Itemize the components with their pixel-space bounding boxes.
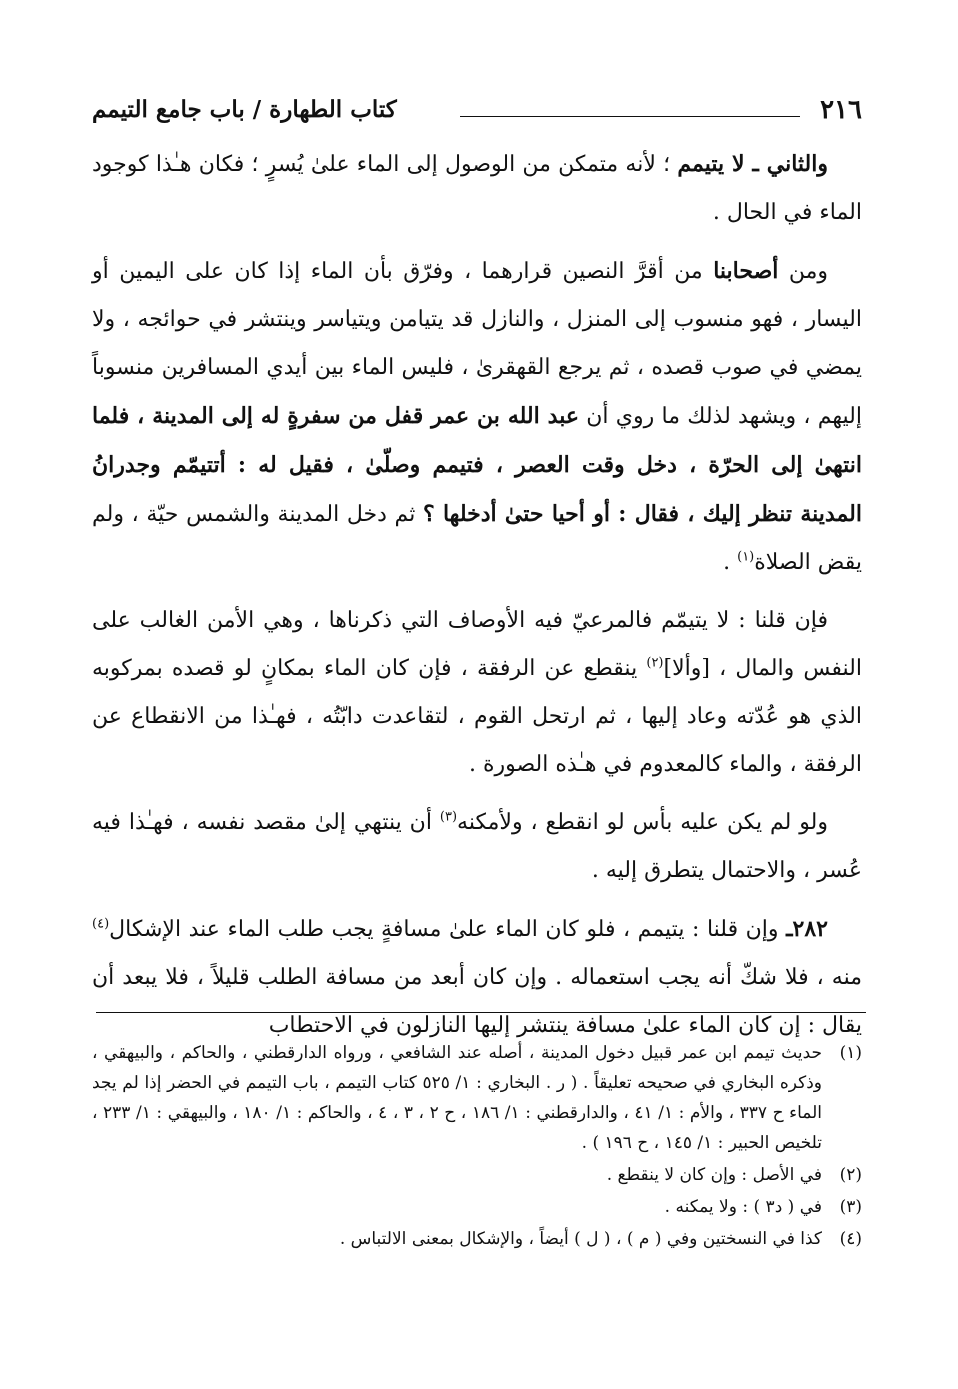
text-run: وإن قلنا : يتيمم ، فلو كان الماء علىٰ مسافةٍ يجب طلب الماء عند الإشكال — [109, 917, 787, 942]
footnote-ref[interactable]: (٤) — [92, 916, 110, 932]
text-run: منه ، فلا شكّ أنه يجب استعماله . وإن كان أبعد من مسافة الطلب قليلاً ، فلا يبعد أن يقال : إن كان الماء علىٰ مسافة ينتشر إليها النازلون في الاحتطاب — [92, 965, 862, 1038]
section-number: ٢٨٢ـ — [786, 916, 828, 942]
text-run: ينقطع عن الرفقة ، فإن كان الماء بمكانٍ لو قصده بمركوبه الذي هو عُدّته وعاد إليها ، ثم ارتحل القوم ، لتقاعدت دابّتُه ، فهـٰذا من الانقطاع عن الرفقة ، والماء كالمعدوم في هـٰذه الصورة . — [92, 656, 862, 777]
paragraph — [92, 140, 862, 237]
footnote-number: (٤) — [839, 1229, 862, 1249]
footnote-text: كذا في النسختين وفي ( م ) ، ( ل ) أيضاً ، والإشكال بمعنى الالتباس . — [339, 1229, 822, 1249]
bold-phrase: والثاني ـ لا يتيمم — [677, 151, 828, 177]
footnote-number: (١) — [839, 1043, 862, 1063]
footnote-number: (٣) — [839, 1197, 862, 1217]
footnote — [92, 1224, 862, 1254]
page-header — [92, 92, 862, 128]
main-text — [92, 140, 862, 1060]
footnote — [92, 1192, 862, 1222]
footnote-ref[interactable]: (٢) — [646, 655, 664, 671]
paragraph — [92, 799, 862, 895]
text-run: من أقرَّ النصين قرارهما ، وفرّق بأن الماء إذا كان على اليمين أو اليسار ، فهو منسوب إلى المنزل ، والنازل قد يتيامن ويتياسر وينتشر في حوائجه ، ولا يمضي في صوب قصده ، ثم يرجع القهقرىٰ ، فليس الماء بين أيدي المسافرين منسوباً إليهم ، ويشهد لذلك ما روي أن — [92, 259, 862, 429]
footnote-text: حديث تيمم ابن عمر قبيل دخول المدينة ، أصله عند الشافعي ، ورواه الدارقطني ، والحاكم ، والبيهقي ، وذكره البخاري في صحيحه تعليقاً . ( ر . البخاري : ١/ ٥٢٥ كتاب التيمم ، باب التيمم في الحضر إذا لم يجد الماء ح ٣٣٧ ، والأم : ١/ ٤١ ، والدارقطني : ١/ ١٨٦ ، ح ٢ ، ٣ ، ٤ ، والحاكم : ١/ ١٨٠ ، والبيهقي : ١/ ٢٣٣ ، تلخيص الحبير : ١/ ١٤٥ ، ح ١٩٦ ) . — [92, 1043, 823, 1153]
text-run: ؛ لأنه متمكن من الوصول إلى الماء علىٰ يُسرٍ ؛ فكان هـٰذا كوجود الماء في الحال . — [92, 152, 862, 225]
text-run: ومن — [778, 259, 829, 284]
footnote — [92, 1038, 862, 1158]
footnote-divider — [96, 1012, 866, 1013]
page-number: ٢١٦ — [820, 95, 862, 125]
running-title: كتاب الطهارة / باب جامع التيمم — [92, 96, 397, 123]
footnotes — [92, 1038, 862, 1256]
text-run: فإن قلنا : لا يتيمّم فالمرعيّ فيه الأوصاف التي ذكرناها ، وهي الأمن الغالب على النفس والمال ، [وألا] — [92, 608, 862, 681]
text-run: ولو لم يكن عليه بأس لو انقطع ، ولأمكنه — [457, 810, 828, 835]
paragraph — [92, 247, 862, 587]
text-run: . — [723, 550, 738, 575]
paragraph — [92, 905, 862, 1050]
footnote-ref[interactable]: (٣) — [439, 809, 458, 825]
paragraph — [92, 597, 862, 789]
footnote-text: في الأصل : وإن كان لا ينقطع . — [606, 1165, 822, 1185]
footnote-number: (٢) — [839, 1165, 862, 1185]
text-run: ثم دخل المدينة والشمس حيّة ، ولم يقض الصلاة — [92, 502, 862, 575]
footnote-text: في ( د٣ ) : ولا يمكنه . — [664, 1197, 822, 1217]
bold-phrase: أصحابنا — [713, 258, 779, 284]
footnote — [92, 1160, 862, 1190]
bold-phrase: عبد الله بن عمر قفل من سفرةٍ له إلى المدينة ، فلما انتهىٰ إلى الحرّة ، دخل وقت العصر ، فتيمم وصلّىٰ ، فقيل له : أتتيمّم وجدرانُ المدينة تنظر إليك ، فقال : أو أحيا حتىٰ أدخلها ؟ — [92, 403, 862, 527]
text-run: أن ينتهي إلىٰ مقصد نفسه ، فهـٰذا فيه عُسر ، والاحتمال يتطرق إليه . — [92, 810, 862, 883]
header-rule — [460, 116, 800, 117]
footnote-ref[interactable]: (١) — [737, 549, 755, 565]
